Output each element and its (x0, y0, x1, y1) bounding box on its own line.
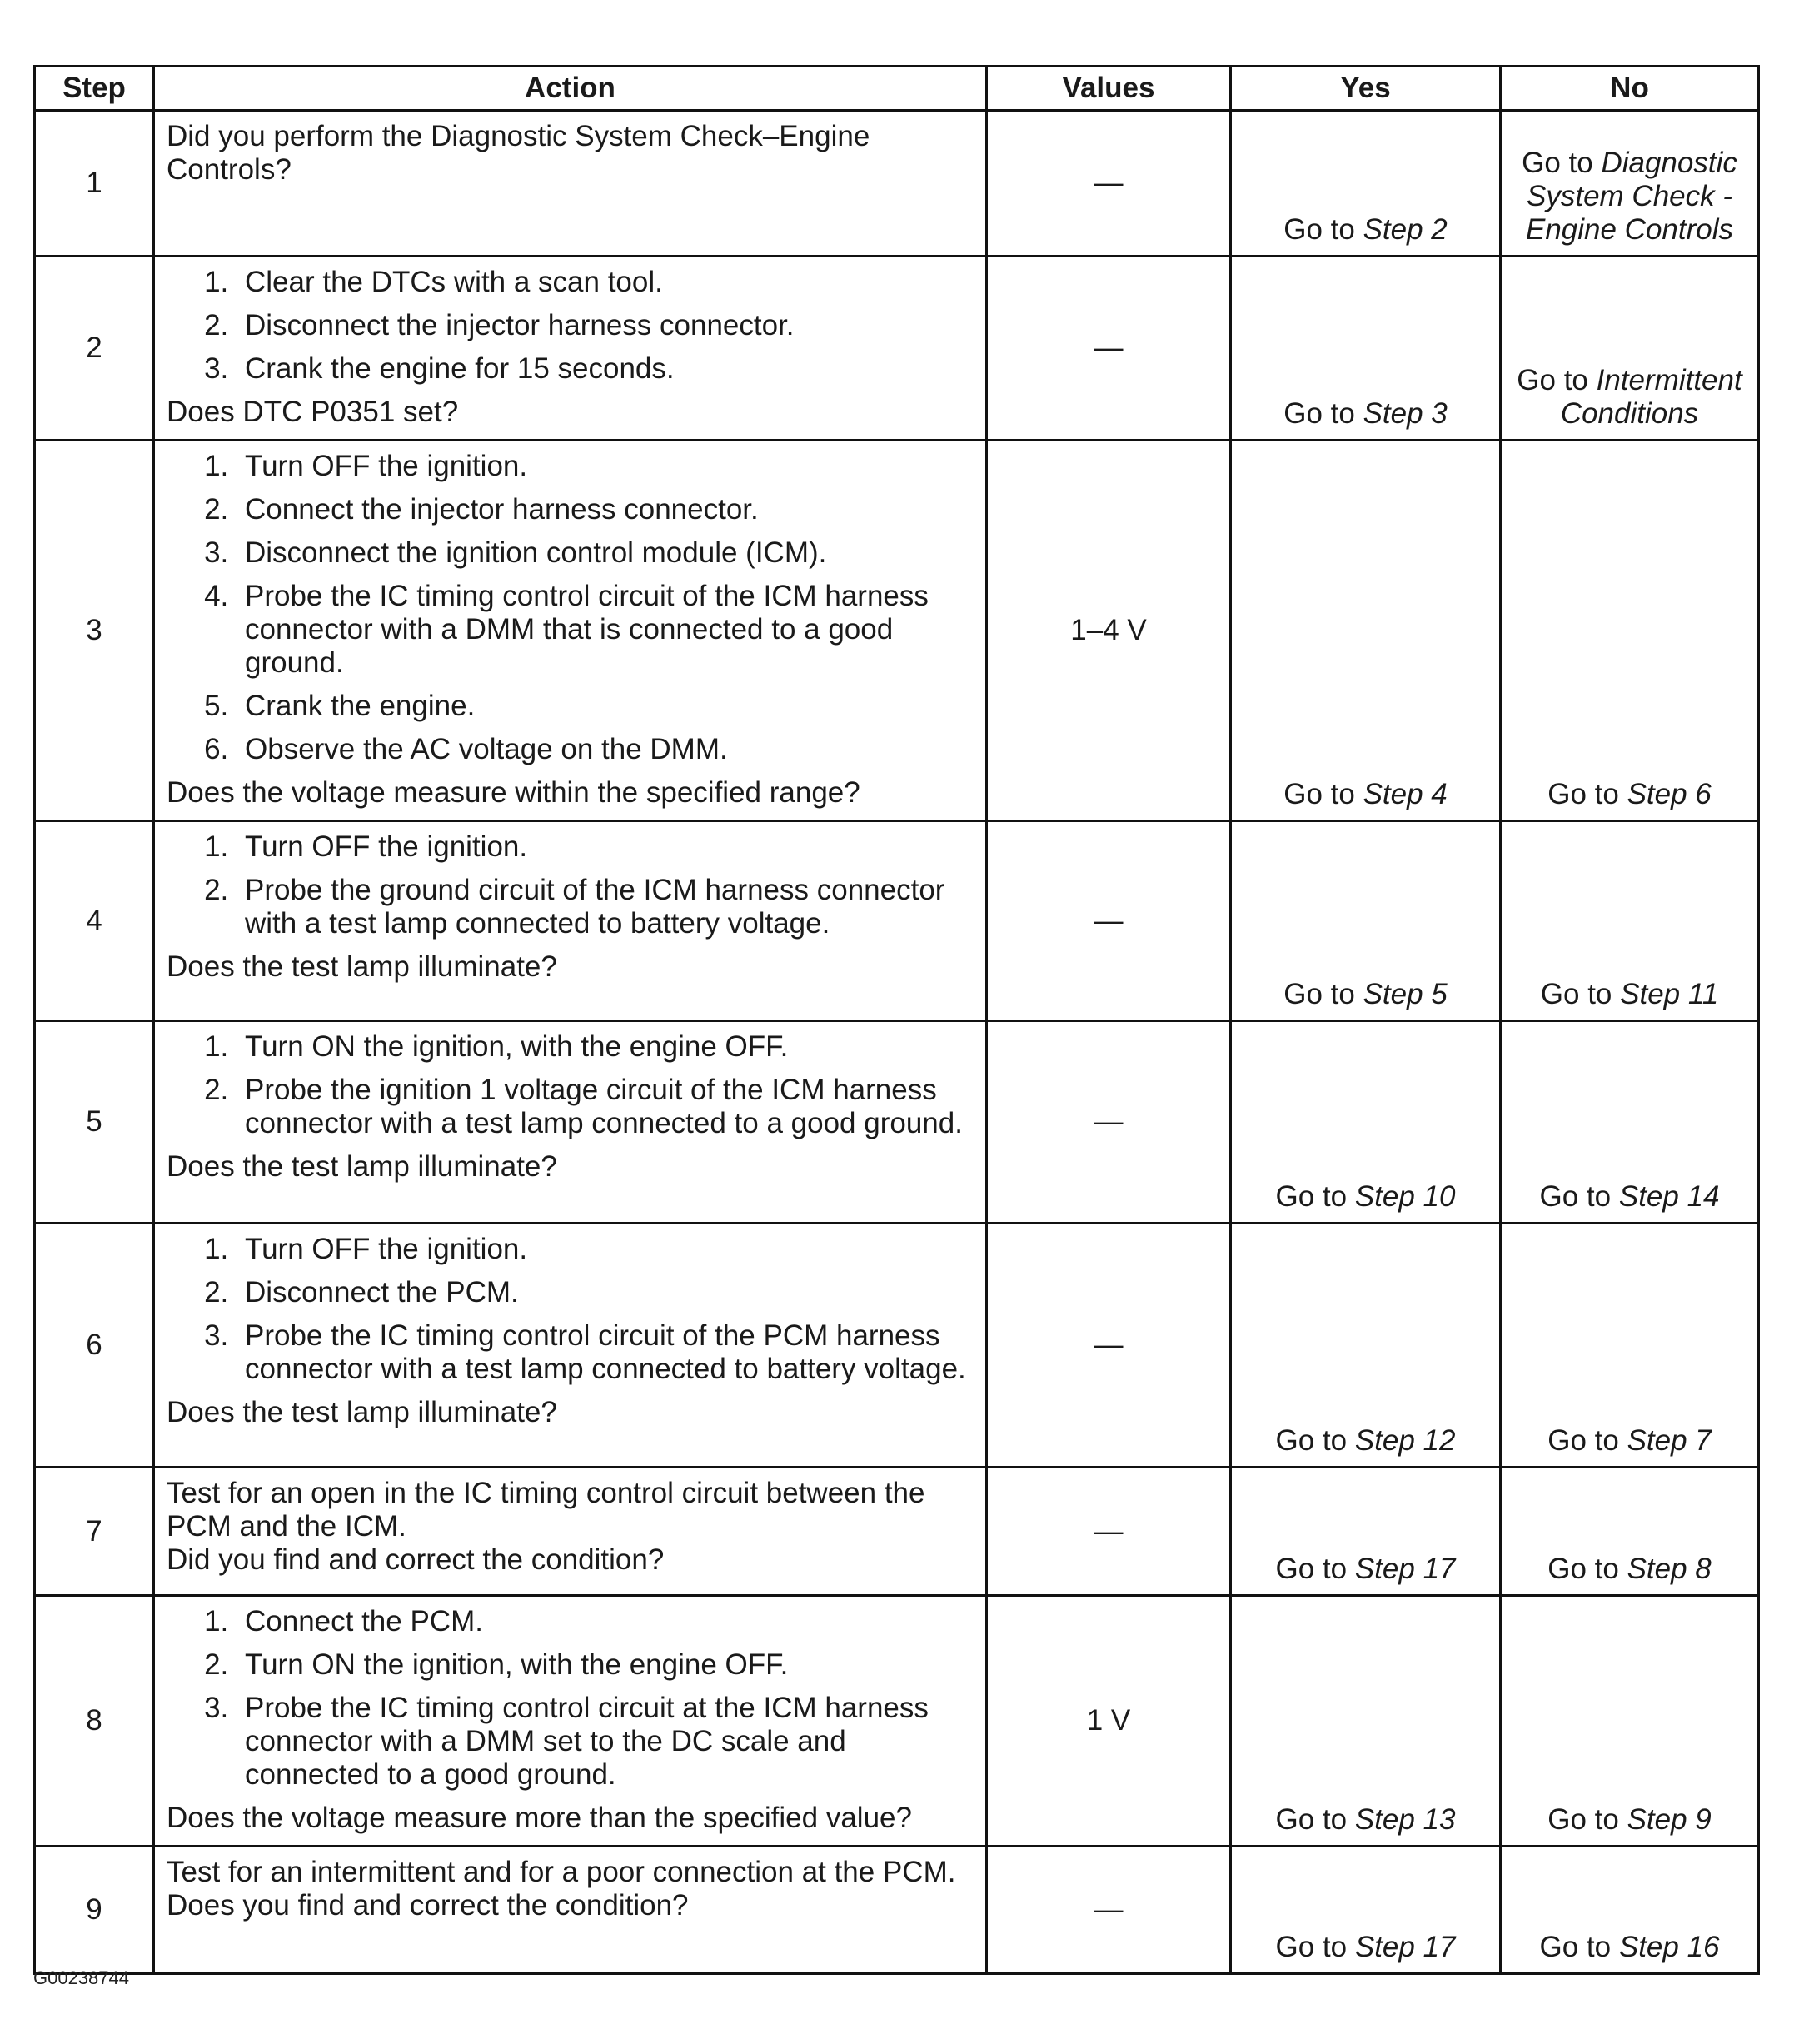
no-goto-target: Step 6 (1627, 778, 1712, 810)
action-step-item: 4. Probe the IC timing control circuit of the ICM harness connector with a DMM that is connected to a good ground. (237, 580, 974, 680)
action-cell (154, 1468, 987, 1596)
no-cell (1501, 441, 1759, 821)
no-goto-target: Step 11 (1620, 978, 1719, 1010)
action-step-item: 2. Disconnect the injector harness connector. (237, 309, 974, 342)
action-cell (154, 111, 987, 257)
yes-cell (1231, 1847, 1501, 1974)
table-row (35, 441, 1759, 821)
figure-id: G00238744 (33, 1967, 129, 1988)
action-step-item: 3. Crank the engine for 15 seconds. (237, 352, 974, 386)
action-cell (154, 1021, 987, 1224)
action-question: Does the voltage measure within the specified range? (167, 776, 860, 809)
yes-cell (1231, 1021, 1501, 1224)
no-goto-prefix: Go to (1517, 364, 1588, 396)
yes-goto-target: Step 13 (1354, 1803, 1456, 1836)
action-question: Does the voltage measure more than the specified value? (167, 1802, 912, 1834)
yes-goto-target: Step 5 (1363, 978, 1448, 1010)
yes-cell (1231, 821, 1501, 1021)
yes-cell (1231, 257, 1501, 441)
action-intro: Test for an open in the IC timing control circuit between the PCM and the ICM. (167, 1477, 925, 1543)
yes-goto-prefix: Go to (1283, 778, 1355, 810)
values-cell: — (987, 111, 1231, 257)
action-step-item: 1. Turn OFF the ignition. (237, 830, 974, 864)
action-step-item: 1. Turn ON the ignition, with the engine OFF. (237, 1030, 974, 1064)
action-intro: Did you perform the Diagnostic System Check–Engine Controls? (167, 120, 870, 186)
yes-goto-target: Step 17 (1354, 1553, 1456, 1585)
header-values: Values (987, 67, 1231, 111)
action-step-item: 3. Probe the IC timing control circuit of the PCM harness connector with a test lamp connected to battery voltage. (237, 1319, 974, 1386)
table-row (35, 1596, 1759, 1847)
action-step-item: 2. Disconnect the PCM. (237, 1276, 974, 1309)
step-number: 7 (35, 1468, 154, 1596)
table-row (35, 1847, 1759, 1974)
yes-goto-prefix: Go to (1283, 978, 1355, 1010)
yes-cell (1231, 441, 1501, 821)
no-goto-prefix: Go to (1540, 978, 1612, 1010)
step-number: 3 (35, 441, 154, 821)
action-step-item: 1. Turn OFF the ignition. (237, 1233, 974, 1266)
yes-goto-target: Step 4 (1363, 778, 1448, 810)
action-steps-list (167, 1233, 974, 1386)
action-intro: Test for an intermittent and for a poor connection at the PCM. (167, 1856, 956, 1888)
action-question: Does the test lamp illuminate? (167, 1396, 557, 1428)
step-number: 1 (35, 111, 154, 257)
yes-goto-prefix: Go to (1275, 1180, 1348, 1213)
values-cell: — (987, 1224, 1231, 1468)
action-step-item: 2. Connect the injector harness connector. (237, 493, 974, 526)
no-goto-prefix: Go to (1539, 1180, 1612, 1213)
step-number: 4 (35, 821, 154, 1021)
no-goto-prefix: Go to (1522, 147, 1593, 179)
header-row (35, 67, 1759, 111)
table-row (35, 821, 1759, 1021)
action-step-item: 6. Observe the AC voltage on the DMM. (237, 733, 974, 766)
values-cell: — (987, 821, 1231, 1021)
no-cell (1501, 1596, 1759, 1847)
action-cell (154, 1847, 987, 1974)
yes-cell (1231, 1468, 1501, 1596)
action-steps-list (167, 1030, 974, 1140)
action-cell (154, 1596, 987, 1847)
values-cell: 1–4 V (987, 441, 1231, 821)
step-number: 2 (35, 257, 154, 441)
header-step: Step (35, 67, 154, 111)
action-steps-list (167, 266, 974, 386)
action-step-item: 2. Turn ON the ignition, with the engine OFF. (237, 1648, 974, 1682)
yes-cell (1231, 1224, 1501, 1468)
no-goto-prefix: Go to (1547, 778, 1619, 810)
step-number: 8 (35, 1596, 154, 1847)
action-steps-list (167, 1605, 974, 1792)
values-cell: 1 V (987, 1596, 1231, 1847)
header-yes: Yes (1231, 67, 1501, 111)
no-goto-target: Diagnostic System Check - Engine Controls (1525, 147, 1737, 246)
action-step-item: 5. Crank the engine. (237, 690, 974, 723)
yes-cell (1231, 1596, 1501, 1847)
action-question: Does you find and correct the condition? (167, 1889, 689, 1922)
no-goto-prefix: Go to (1547, 1803, 1619, 1836)
action-cell (154, 1224, 987, 1468)
yes-goto-target: Step 17 (1354, 1931, 1456, 1963)
values-cell: — (987, 1468, 1231, 1596)
no-cell (1501, 1224, 1759, 1468)
action-step-item: 1. Clear the DTCs with a scan tool. (237, 266, 974, 299)
action-question: Does the test lamp illuminate? (167, 1150, 557, 1183)
table-row (35, 257, 1759, 441)
no-cell (1501, 257, 1759, 441)
action-step-item: 1. Turn OFF the ignition. (237, 450, 974, 483)
action-question: Does the test lamp illuminate? (167, 950, 557, 983)
yes-goto-prefix: Go to (1275, 1803, 1348, 1836)
step-number: 5 (35, 1021, 154, 1224)
yes-cell (1231, 111, 1501, 257)
no-goto-target: Step 9 (1627, 1803, 1712, 1836)
yes-goto-prefix: Go to (1275, 1931, 1348, 1963)
no-goto-target: Intermittent Conditions (1560, 364, 1742, 430)
yes-goto-target: Step 10 (1354, 1180, 1456, 1213)
action-cell (154, 441, 987, 821)
action-cell (154, 257, 987, 441)
header-no: No (1501, 67, 1759, 111)
action-step-item: 3. Probe the IC timing control circuit at the ICM harness connector with a DMM set to the DC scale and connected to a good ground. (237, 1692, 974, 1792)
action-steps-list (167, 830, 974, 940)
no-cell (1501, 1847, 1759, 1974)
action-step-item: 1. Connect the PCM. (237, 1605, 974, 1638)
yes-goto-prefix: Go to (1275, 1553, 1348, 1585)
table-row (35, 111, 1759, 257)
no-cell (1501, 1021, 1759, 1224)
action-step-item: 3. Disconnect the ignition control module (ICM). (237, 536, 974, 570)
header-action: Action (154, 67, 987, 111)
values-cell: — (987, 1847, 1231, 1974)
yes-goto-prefix: Go to (1283, 397, 1355, 430)
no-goto-target: Step 14 (1618, 1180, 1720, 1213)
action-steps-list (167, 450, 974, 766)
yes-goto-target: Step 3 (1363, 397, 1448, 430)
table-body (35, 111, 1759, 1974)
no-cell (1501, 1468, 1759, 1596)
no-cell (1501, 821, 1759, 1021)
action-question: Did you find and correct the condition? (167, 1543, 665, 1576)
values-cell: — (987, 257, 1231, 441)
no-goto-prefix: Go to (1547, 1424, 1619, 1457)
no-goto-target: Step 7 (1627, 1424, 1712, 1457)
no-goto-target: Step 8 (1627, 1553, 1712, 1585)
action-step-item: 2. Probe the ground circuit of the ICM harness connector with a test lamp connected to battery voltage. (237, 874, 974, 940)
action-cell (154, 821, 987, 1021)
no-goto-target: Step 16 (1618, 1931, 1720, 1963)
table-row (35, 1021, 1759, 1224)
action-question: Does DTC P0351 set? (167, 396, 459, 428)
no-goto-prefix: Go to (1539, 1931, 1612, 1963)
no-cell (1501, 111, 1759, 257)
yes-goto-prefix: Go to (1283, 213, 1355, 246)
no-goto-prefix: Go to (1547, 1553, 1619, 1585)
values-cell: — (987, 1021, 1231, 1224)
yes-goto-prefix: Go to (1275, 1424, 1348, 1457)
table-row (35, 1468, 1759, 1596)
yes-goto-target: Step 12 (1354, 1424, 1456, 1457)
diagnostic-table (33, 65, 1760, 1975)
step-number: 6 (35, 1224, 154, 1468)
step-number: 9 (35, 1847, 154, 1974)
yes-goto-target: Step 2 (1363, 213, 1448, 246)
table-row (35, 1224, 1759, 1468)
action-step-item: 2. Probe the ignition 1 voltage circuit of the ICM harness connector with a test lamp connected to a good ground. (237, 1074, 974, 1140)
